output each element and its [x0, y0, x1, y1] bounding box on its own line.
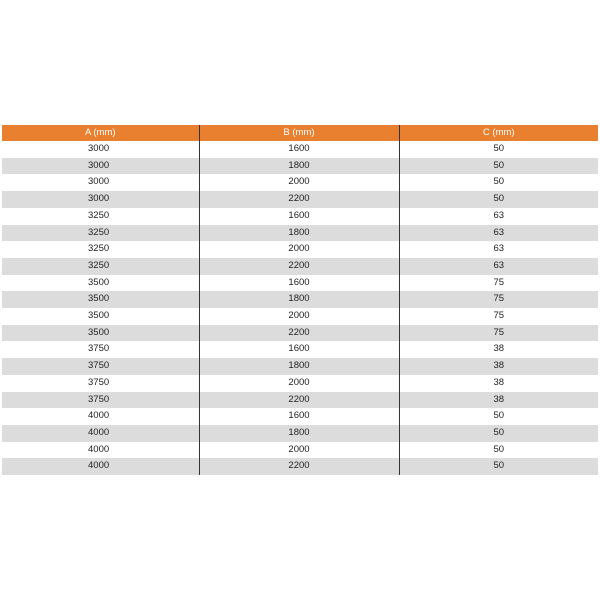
cell-c: 38 — [399, 341, 598, 358]
cell-b: 2200 — [199, 258, 399, 275]
table-row — [2, 208, 598, 225]
table-row — [2, 225, 598, 242]
cell-c: 50 — [399, 174, 598, 191]
cell-a: 4000 — [2, 408, 199, 425]
cell-b: 2000 — [199, 174, 399, 191]
cell-b: 1600 — [199, 275, 399, 292]
cell-c: 50 — [399, 442, 598, 459]
cell-a: 3750 — [2, 341, 199, 358]
cell-b: 1800 — [199, 425, 399, 442]
table-row — [2, 241, 598, 258]
cell-a: 3000 — [2, 174, 199, 191]
cell-b: 2000 — [199, 308, 399, 325]
table-row — [2, 258, 598, 275]
cell-b: 2000 — [199, 375, 399, 392]
table-body — [2, 141, 598, 475]
cell-a: 3250 — [2, 258, 199, 275]
cell-b: 1800 — [199, 291, 399, 308]
table-row — [2, 358, 598, 375]
header-a: A (mm) — [2, 125, 199, 141]
table-row — [2, 325, 598, 342]
table-row — [2, 275, 598, 292]
cell-c: 63 — [399, 208, 598, 225]
cell-a: 3250 — [2, 208, 199, 225]
table-row — [2, 141, 598, 158]
cell-b: 2000 — [199, 241, 399, 258]
cell-a: 3750 — [2, 375, 199, 392]
cell-b: 2200 — [199, 392, 399, 409]
cell-c: 75 — [399, 275, 598, 292]
table-row — [2, 291, 598, 308]
cell-c: 38 — [399, 358, 598, 375]
cell-a: 3750 — [2, 358, 199, 375]
cell-c: 63 — [399, 258, 598, 275]
table-row — [2, 442, 598, 459]
cell-a: 4000 — [2, 458, 199, 475]
cell-b: 1600 — [199, 408, 399, 425]
cell-c: 38 — [399, 375, 598, 392]
cell-b: 2200 — [199, 458, 399, 475]
cell-c: 63 — [399, 241, 598, 258]
cell-a: 3000 — [2, 191, 199, 208]
cell-c: 38 — [399, 392, 598, 409]
cell-b: 2000 — [199, 442, 399, 459]
table-row — [2, 375, 598, 392]
cell-c: 63 — [399, 225, 598, 242]
cell-b: 1800 — [199, 358, 399, 375]
table-row — [2, 425, 598, 442]
table-row — [2, 458, 598, 475]
cell-c: 75 — [399, 325, 598, 342]
cell-b: 1800 — [199, 158, 399, 175]
cell-a: 3000 — [2, 141, 199, 158]
cell-a: 4000 — [2, 425, 199, 442]
cell-c: 75 — [399, 308, 598, 325]
cell-c: 75 — [399, 291, 598, 308]
cell-a: 4000 — [2, 442, 199, 459]
table-row — [2, 174, 598, 191]
header-b: B (mm) — [199, 125, 399, 141]
table-row — [2, 158, 598, 175]
table-row — [2, 308, 598, 325]
cell-b: 2200 — [199, 325, 399, 342]
cell-c: 50 — [399, 425, 598, 442]
table-row — [2, 341, 598, 358]
cell-b: 2200 — [199, 191, 399, 208]
table-row — [2, 191, 598, 208]
cell-a: 3500 — [2, 308, 199, 325]
cell-a: 3750 — [2, 392, 199, 409]
cell-a: 3500 — [2, 291, 199, 308]
cell-b: 1600 — [199, 208, 399, 225]
cell-c: 50 — [399, 408, 598, 425]
cell-c: 50 — [399, 458, 598, 475]
cell-a: 3500 — [2, 275, 199, 292]
cell-a: 3000 — [2, 158, 199, 175]
cell-b: 1800 — [199, 225, 399, 242]
cell-c: 50 — [399, 191, 598, 208]
table-header-row — [2, 125, 598, 141]
dimensions-table — [2, 125, 598, 475]
cell-a: 3500 — [2, 325, 199, 342]
cell-a: 3250 — [2, 225, 199, 242]
table-row — [2, 392, 598, 409]
cell-b: 1600 — [199, 141, 399, 158]
header-c: C (mm) — [399, 125, 598, 141]
cell-c: 50 — [399, 158, 598, 175]
cell-c: 50 — [399, 141, 598, 158]
cell-b: 1600 — [199, 341, 399, 358]
cell-a: 3250 — [2, 241, 199, 258]
table-row — [2, 408, 598, 425]
